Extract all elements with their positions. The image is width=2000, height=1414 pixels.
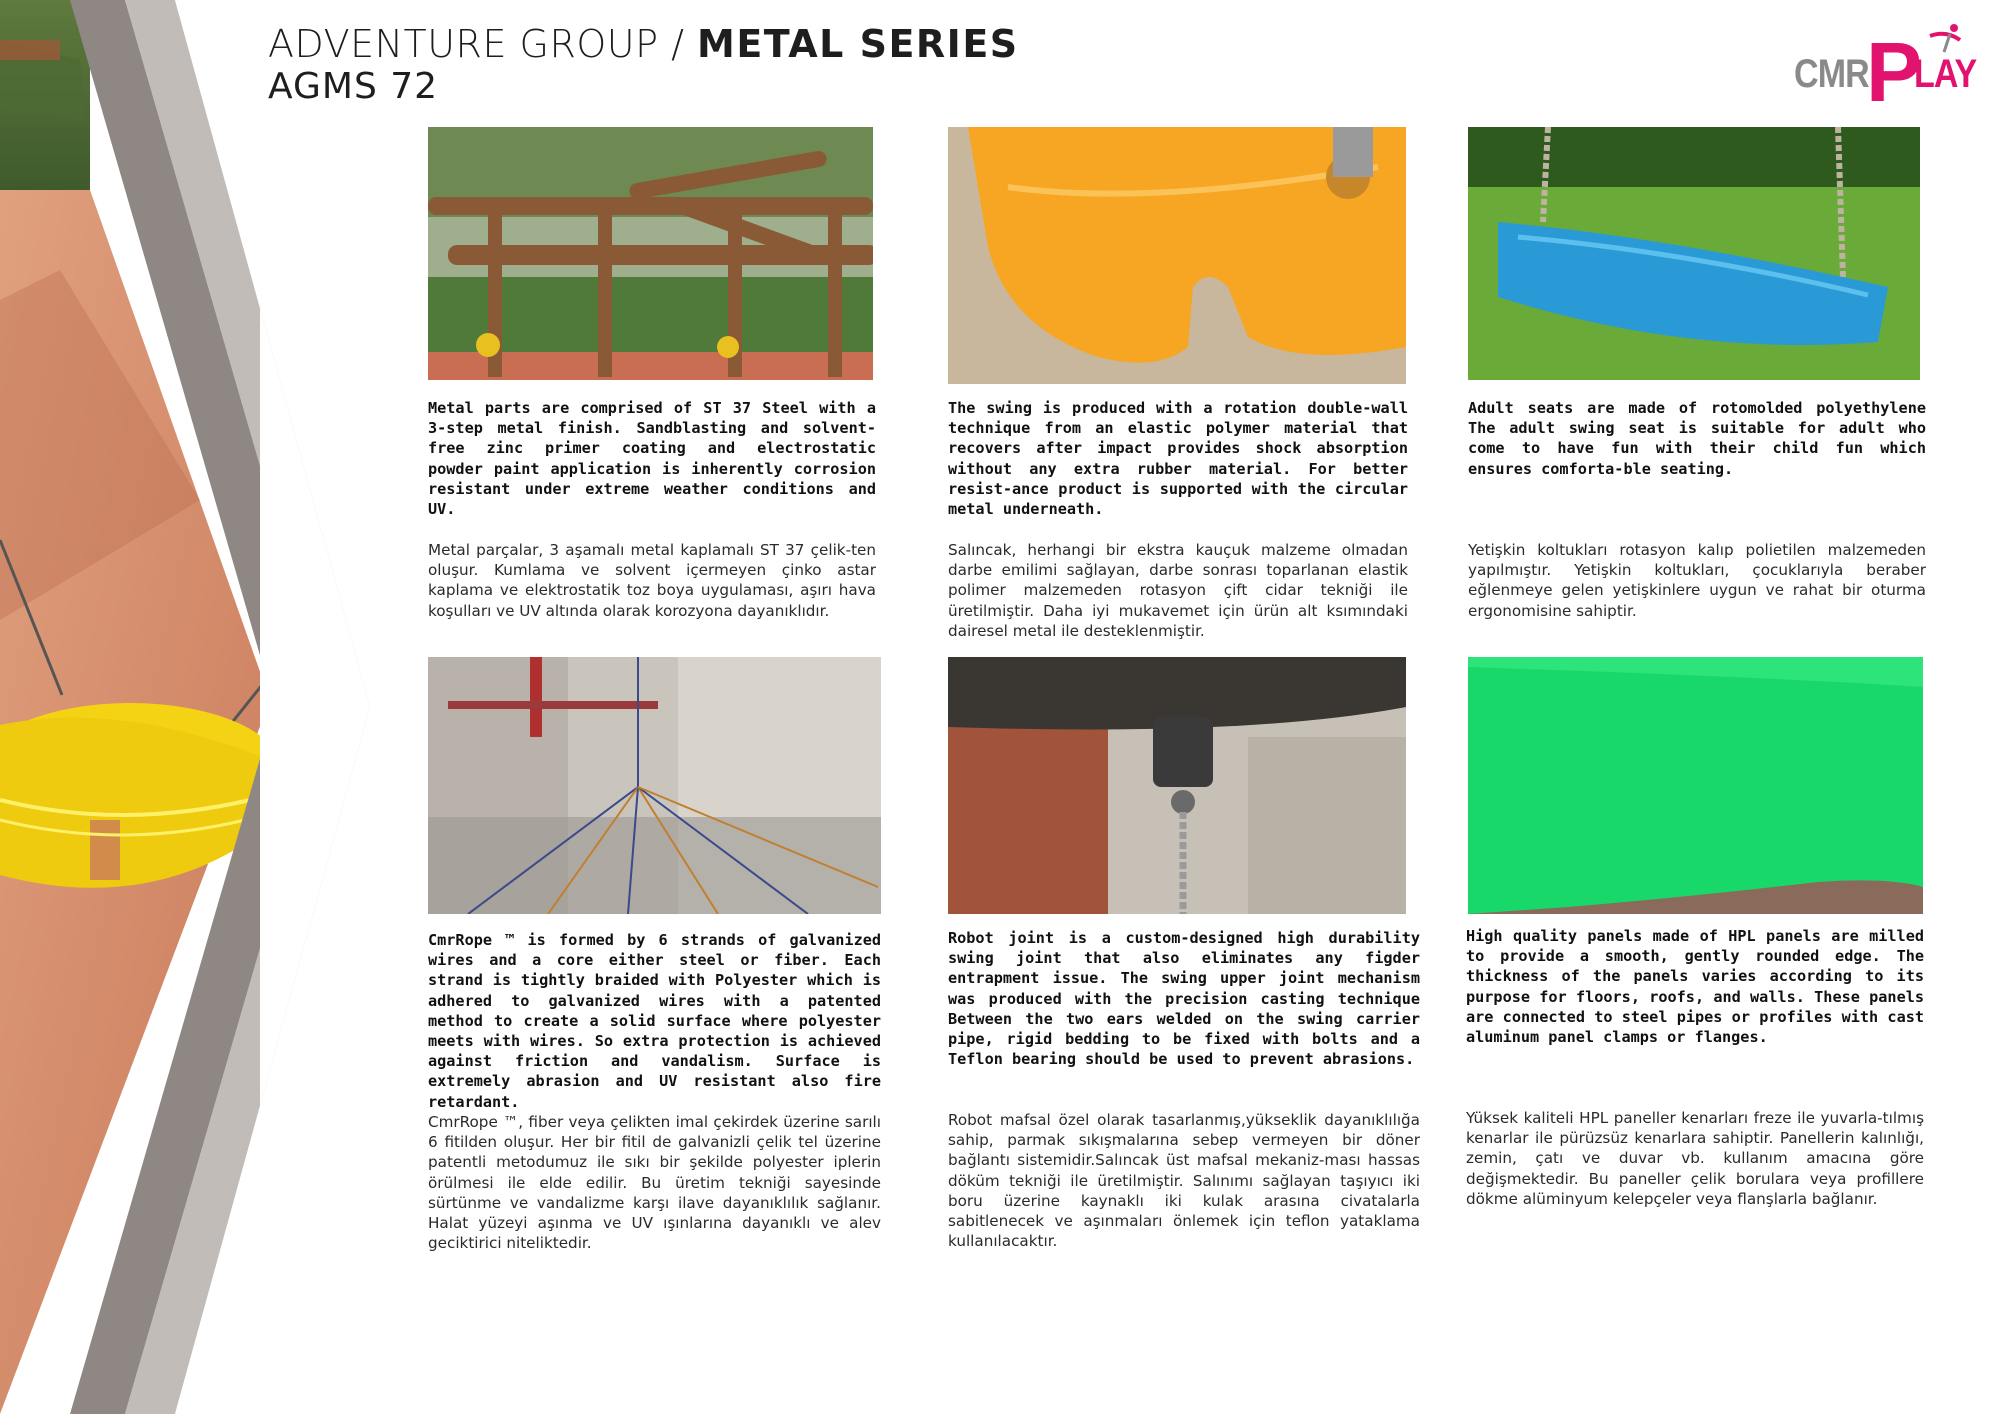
block-2-english-text: The swing is produced with a rotation double-wall technique from an elastic polymer material that recovers after impact provides shock absorption without any extra rubber material. For better resist-ance product is supported with the circular metal underneath. <box>948 399 1408 519</box>
logo-p-text: P <box>1866 25 1923 119</box>
orange-swing-seat-photo <box>948 127 1406 384</box>
block-4-english-text: CmrRope ™ is formed by 6 strands of galvanized wires and a core either steel or fiber. Each strand is tightly braided with Polyester which is adhered to galvanized wires with a patented method to create a solid surface where polyester meets with wires. So extra protection is achieved against friction and vandalism. Surface is extremely abrasion and UV resistant also fire retardant. <box>428 931 881 1111</box>
block-1-turkish-text: Metal parçalar, 3 aşamalı metal kaplamalı ST 37 çelik-ten oluşur. Kumlama ve solvent içermeyen çinko astar kaplama ve elektrostatik toz boya uygulaması, aşırı hava koşulları ve UV altında olarak korozyona dayanıklıdır. <box>428 541 876 620</box>
block-5-english-text: Robot joint is a custom-designed high durability swing joint that also eliminates any figder entrapment issue. The swing upper joint mechanism was produced with the precision casting technique Between the two ears welded on the swing carrier pipe, rigid bedding to be fixed with bolts and a Teflon bearing should be used to prevent abrasions. <box>948 929 1420 1069</box>
logo-cmr-text: CMR <box>1794 52 1869 96</box>
green-hpl-panel-photo <box>1468 657 1923 914</box>
logo-lay-text: LAY <box>1914 52 1977 96</box>
rope-net-photo <box>428 657 881 914</box>
block-2-turkish-text: Salıncak, herhangi bir ekstra kauçuk malzeme olmadan darbe emilimi sağlayan, darbe sonrası toparlanan elastik polimer malzemeden rotasyon çift cidar tekniği ile üretilmiştir. Daha iyi mukavemet için ürün alt ksımındaki dairesel metal ile desteklenmiştir. <box>948 541 1408 640</box>
title-group: ADVENTURE GROUP / <box>268 22 685 66</box>
blue-swing-seat-photo <box>1468 127 1920 380</box>
cmrplay-logo <box>1790 22 1977 119</box>
product-code: AGMS 72 <box>268 66 439 107</box>
block-1-english-text: Metal parts are comprised of ST 37 Steel with a 3-step metal finish. Sandblasting and solvent-free zinc primer coating and electrostatic powder paint application is inherently corrosion resistant under extreme weather conditions and UV. <box>428 399 876 519</box>
robot-joint-photo <box>948 657 1406 914</box>
page-title <box>268 22 1019 66</box>
block-3-english-text: Adult seats are made of rotomolded polyethylene The adult swing seat is suitable for adult who come to have fun with their child fun which ensures comforta-ble seating. <box>1468 399 1926 478</box>
block-4-turkish-text: CmrRope ™, fiber veya çelikten imal çekirdek üzerine sarılı 6 fitilden oluşur. Her bir fitil de galvanizli çelik tel üzerine patentli metodumuz ile sıkı bir şekilde polyester iplerin örülmesi ile elde edilir. Bu üretim tekniği sayesinde sürtünme ve vandalizme karşı ilave dayanıklılık sağlanır. Halat yüzeyi aşınma ve UV ışınlarına dayanıklı ve alev geciktirici niteliktedir. <box>428 1113 881 1253</box>
title-series: METAL SERIES <box>697 22 1019 66</box>
block-6-turkish-text: Yüksek kaliteli HPL paneller kenarları freze ile yuvarla-tılmış kenarlar ile pürüzsüz kenarlara sahiptir. Panellerin kalınlığı, zemin, çatı ve duvar vb. kullanım amacına göre değişmektedir. Bu paneller çelik borulara veya profillere dökme alüminyum kelepçeler veya flanşlarla bağlanır. <box>1466 1109 1924 1208</box>
block-3-turkish-text: Yetişkin koltukları rotasyon kalıp polietilen malzemeden yapılmıştır. Yetişkin koltukları, çocuklarıyla beraber eğlenmeye gelen yetişkinlere uygun ve rahat bir oturma ergonomisine sahiptir. <box>1468 541 1926 620</box>
metal-frame-photo <box>428 127 873 380</box>
block-5-turkish-text: Robot mafsal özel olarak tasarlanmış,yükseklik dayanıklılığa sahip, parmak sıkışmalarına sebep vermeyen bir döner bağlantı sistemidir.Salıncak üst mafsal mekaniz-ması hassas döküm tekniği ile üretilmiştir. Salınımı sağlayan taşıyıcı iki boru üzerine kaynaklı iki kulak arasına civatalarla sabitlenecek ve aşınmaları önlemek için teflon yataklama kullanılacaktır. <box>948 1111 1420 1251</box>
left-decorative-swing-image <box>0 0 370 1414</box>
jumping-figure-icon <box>1920 22 1970 58</box>
block-6-english-text: High quality panels made of HPL panels are milled to provide a smooth, gently rounded edge. The thickness of the panels varies according to its purpose for floors, roofs, and walls. These panels are connected to steel pipes or profiles with cast aluminum panel clamps or flanges. <box>1466 927 1924 1047</box>
